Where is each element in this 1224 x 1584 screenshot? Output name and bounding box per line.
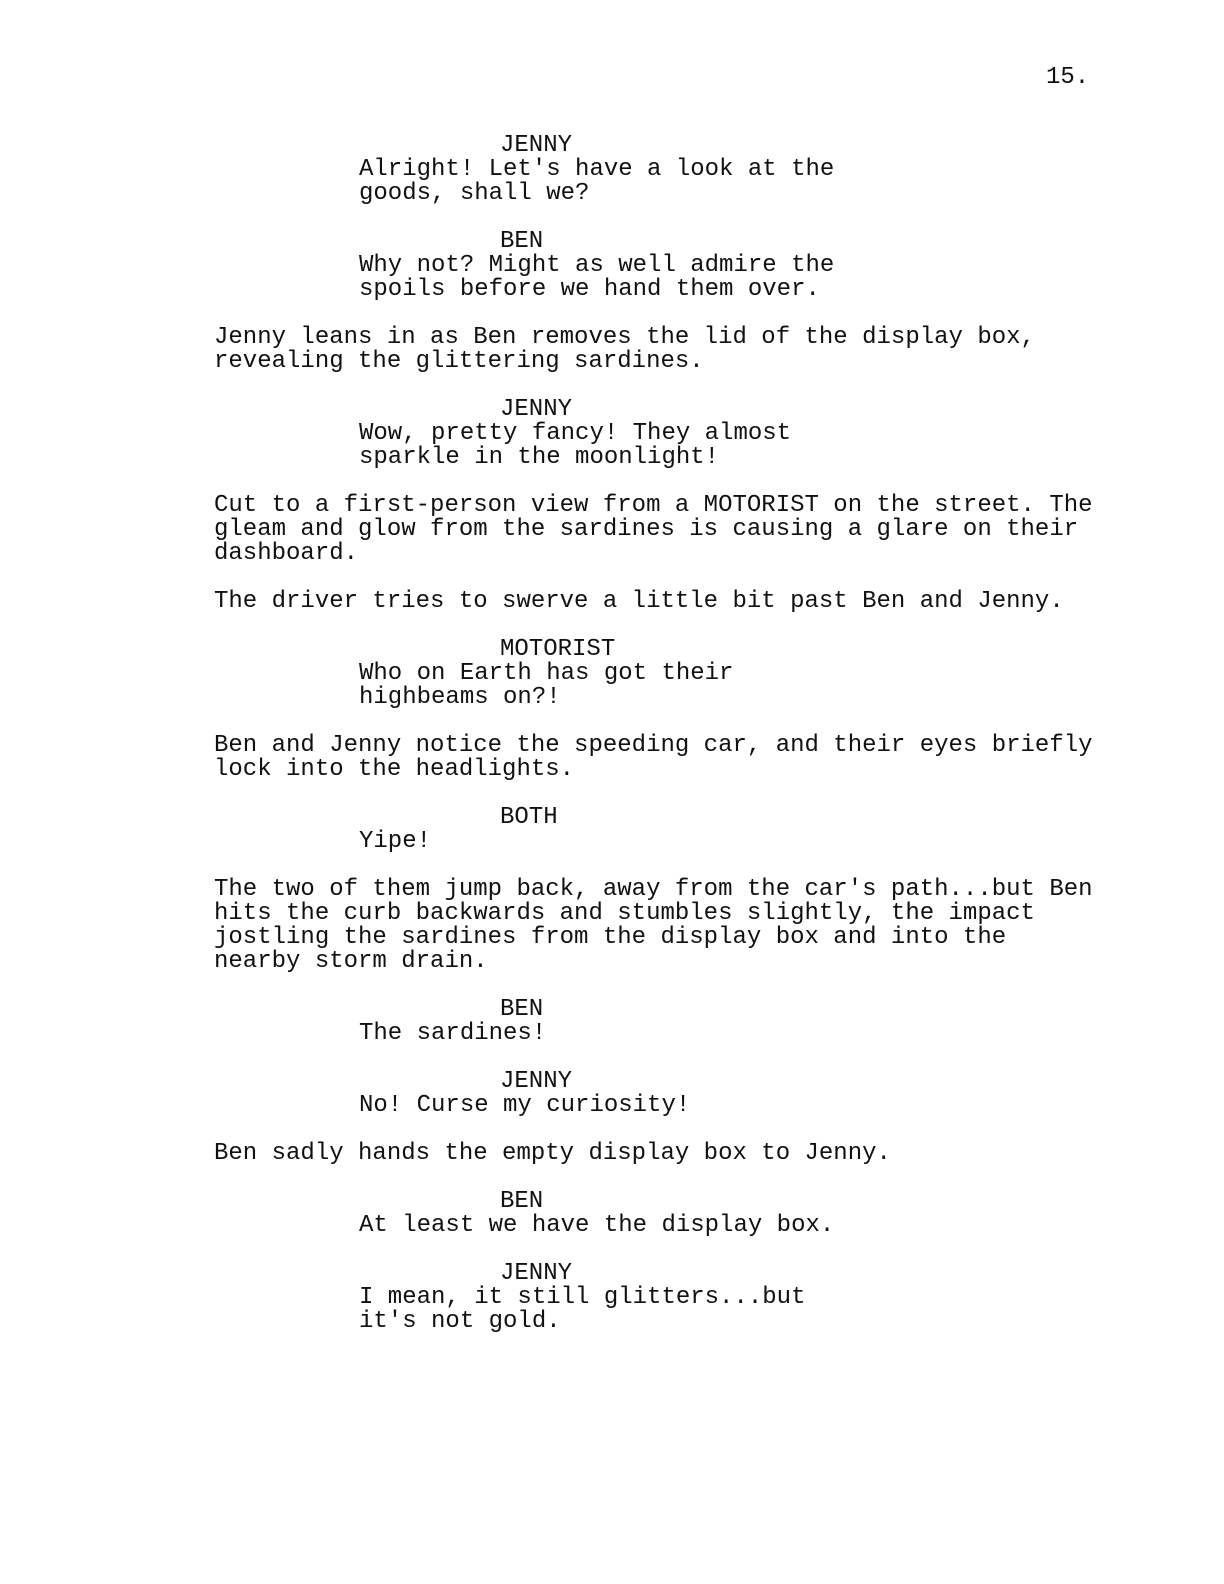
character-name: BEN [500, 228, 544, 255]
action-block [0, 326, 1224, 374]
page-number: 15. [1046, 64, 1090, 91]
action-block [0, 494, 1224, 566]
dialogue-line: Wow, pretty fancy! They almost [359, 420, 792, 447]
dialogue-line: Why not? Might as well admire the [359, 252, 835, 279]
dialogue-line: No! Curse my curiosity! [359, 1092, 691, 1119]
action-line: lock into the headlights. [214, 756, 575, 783]
dialogue-line: goods, shall we? [359, 180, 590, 207]
dialogue-line: At least we have the display box. [359, 1212, 835, 1239]
action-line: The driver tries to swerve a little bit past Ben and Jenny. [214, 588, 1064, 615]
dialogue-line: The sardines! [359, 1020, 547, 1047]
dialogue-line: I mean, it still glitters...but [359, 1284, 806, 1311]
dialogue-block [0, 230, 1224, 302]
dialogue-block [0, 1190, 1224, 1238]
action-line: Ben and Jenny notice the speeding car, and their eyes briefly [214, 732, 1093, 759]
action-line: Cut to a first-person view from a MOTORIST on the street. The [214, 492, 1093, 519]
action-line: hits the curb backwards and stumbles slightly, the impact [214, 900, 1035, 927]
dialogue-block [0, 134, 1224, 206]
action-line: The two of them jump back, away from the car's path...but Ben [214, 876, 1093, 903]
dialogue-line: Alright! Let's have a look at the [359, 156, 835, 183]
character-name: BEN [500, 996, 544, 1023]
dialogue-block [0, 1262, 1224, 1334]
screenplay-body [0, 134, 1224, 1358]
dialogue-line: it's not gold. [359, 1308, 561, 1335]
action-line: revealing the glittering sardines. [214, 348, 704, 375]
dialogue-block [0, 398, 1224, 470]
dialogue-line: Who on Earth has got their [359, 660, 734, 687]
dialogue-block [0, 998, 1224, 1046]
dialogue-line: sparkle in the moonlight! [359, 444, 720, 471]
action-block [0, 734, 1224, 782]
character-name: MOTORIST [500, 636, 616, 663]
character-name: BOTH [500, 804, 558, 831]
action-line: gleam and glow from the sardines is causing a glare on their [214, 516, 1079, 543]
action-line: dashboard. [214, 540, 359, 567]
character-name: BEN [500, 1188, 544, 1215]
action-line: jostling the sardines from the display box and into the [214, 924, 1007, 951]
action-line: Ben sadly hands the empty display box to Jenny. [214, 1140, 891, 1167]
character-name: JENNY [500, 132, 573, 159]
action-block [0, 1142, 1224, 1166]
action-block [0, 878, 1224, 974]
character-name: JENNY [500, 396, 573, 423]
dialogue-block [0, 1070, 1224, 1118]
dialogue-line: spoils before we hand them over. [359, 276, 820, 303]
action-line: Jenny leans in as Ben removes the lid of the display box, [214, 324, 1035, 351]
character-name: JENNY [500, 1068, 573, 1095]
dialogue-block [0, 806, 1224, 854]
dialogue-line: highbeams on?! [359, 684, 561, 711]
character-name: JENNY [500, 1260, 573, 1287]
action-line: nearby storm drain. [214, 948, 488, 975]
dialogue-line: Yipe! [359, 828, 432, 855]
dialogue-block [0, 638, 1224, 710]
action-block [0, 590, 1224, 614]
